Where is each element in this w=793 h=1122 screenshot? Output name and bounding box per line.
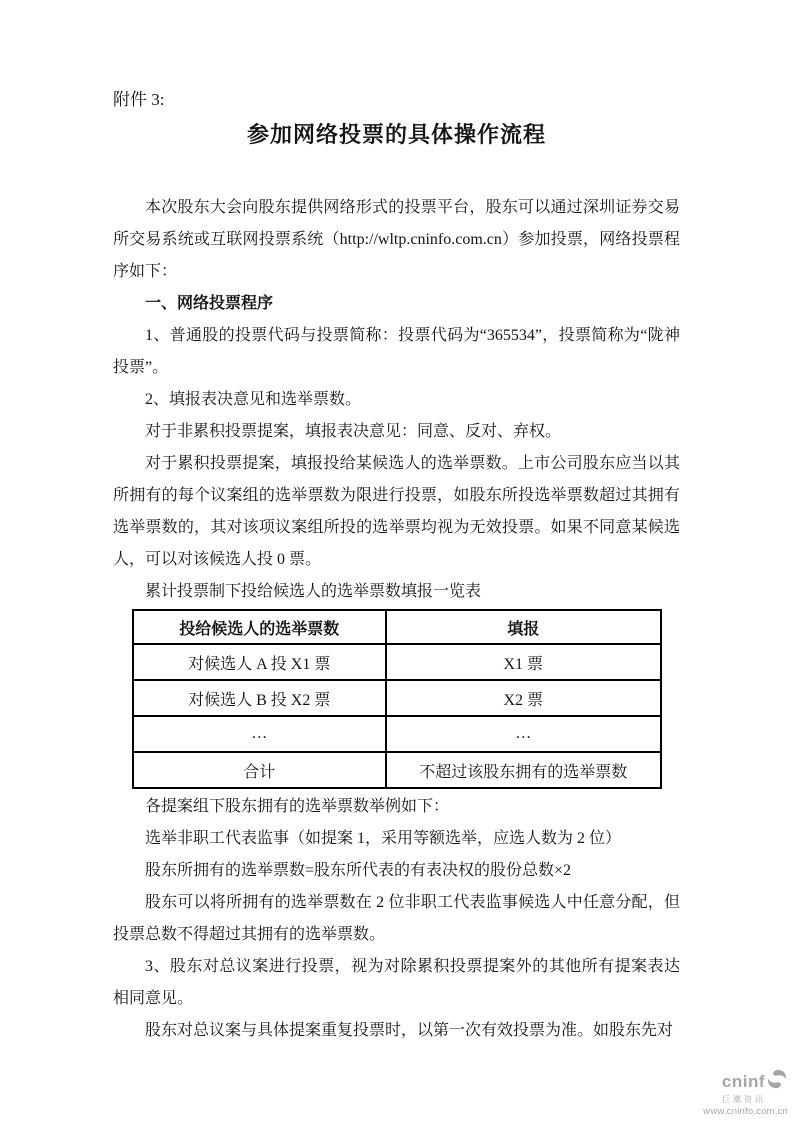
vote-allocation-table — [132, 609, 662, 789]
paragraph-intro: 本次股东大会向股东提供网络形式的投票平台，股东可以通过深圳证券交易所交易系统或互联网投票系统（http://wltp.cninfo.com.cn）参加投票，网络投票程序如下： — [113, 199, 680, 280]
table-cell: X2 票 — [386, 680, 661, 716]
table-cell: 对候选人 B 投 X2 票 — [133, 680, 386, 716]
paragraph-example-line2: 股东所拥有的选举票数=股东所代表的有表决权的股份总数×2 — [145, 862, 572, 879]
table-cell: X1 票 — [386, 644, 661, 680]
paragraph-item3-general-proposal: 3、股东对总议案进行投票，视为对除累积投票提案外的其他所有提案表达相同意见。 — [113, 958, 680, 1007]
table-header-votes: 投给候选人的选举票数 — [133, 610, 386, 644]
section-heading-network-voting: 一、网络投票程序 — [145, 295, 274, 312]
paragraph-item2-fill-opinion: 2、填报表决意见和选举票数。 — [145, 391, 362, 408]
paragraph-cumulative: 对于累积投票提案，填报投给某候选人的选举票数。上市公司股东应当以其所拥有的每个议案组的选举票数为限进行投票，如股东所投选举票数超过其拥有选举票数的，其对该项议案组所投的选举票均视为无效投票。如果不同意某候选人，可以对该候选人投 0 票。 — [113, 455, 680, 568]
table-cell: 不超过该股东拥有的选举票数 — [386, 752, 661, 788]
attachment-label: 附件 3: — [113, 90, 165, 109]
table-caption: 累计投票制下投给候选人的选举票数填报一览表 — [145, 583, 482, 600]
table-cell: … — [133, 716, 386, 752]
page-title: 参加网络投票的具体操作流程 — [246, 122, 546, 147]
table-header-row — [133, 610, 661, 644]
table-row — [133, 716, 661, 752]
document-body — [113, 192, 680, 1047]
cninfo-watermark — [668, 1068, 788, 1117]
cninfo-brand-text: cninf — [721, 1071, 765, 1091]
cninfo-brand-chinese: 巨潮资讯 — [722, 1095, 766, 1104]
paragraph-item1-vote-code: 1、普通股的投票代码与投票简称：投票代码为“365534”，投票简称为“陇神投票”。 — [113, 327, 680, 376]
cninfo-brand-row — [668, 1068, 788, 1094]
paragraph-repeat-vote: 股东对总议案与具体提案重复投票时，以第一次有效投票为准。如股东先对 — [145, 1022, 674, 1039]
paragraph-non-cumulative: 对于非累积投票提案，填报表决意见：同意、反对、弃权。 — [145, 423, 562, 440]
cninfo-swirl-icon — [766, 1068, 788, 1094]
table-row — [133, 680, 661, 716]
table-row — [133, 644, 661, 680]
table-cell: … — [386, 716, 661, 752]
cninfo-url: www.cninfo.com.cn — [703, 1106, 788, 1117]
paragraph-example-line1: 选举非职工代表监事（如提案 1，采用等额选举，应选人数为 2 位） — [145, 830, 622, 847]
paragraph-example-intro: 各提案组下股东拥有的选举票数举例如下： — [145, 798, 450, 815]
table-row-total — [133, 752, 661, 788]
table-cell: 合计 — [133, 752, 386, 788]
document-content — [113, 88, 680, 1047]
paragraph-example-line3: 股东可以将所拥有的选举票数在 2 位非职工代表监事候选人中任意分配，但投票总数不得超过其拥有的选举票数。 — [113, 894, 680, 943]
table-cell: 对候选人 A 投 X1 票 — [133, 644, 386, 680]
table-header-fill: 填报 — [386, 610, 661, 644]
